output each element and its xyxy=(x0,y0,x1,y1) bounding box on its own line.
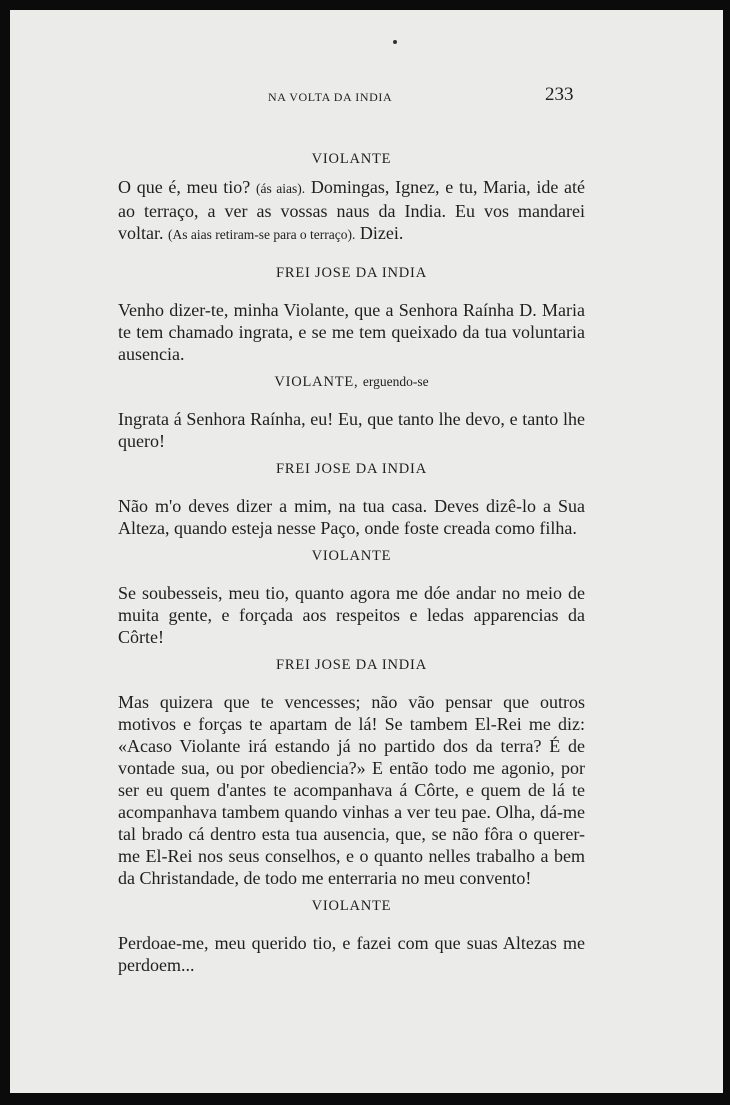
running-title: NA VOLTA DA INDIA xyxy=(268,90,393,104)
speaker-heading xyxy=(118,373,585,391)
print-speck xyxy=(393,40,397,44)
speaker-heading xyxy=(118,150,585,168)
speech-paragraph xyxy=(118,176,585,246)
stage-direction: (ás aias). xyxy=(255,181,306,196)
speaker-heading xyxy=(118,897,585,915)
speaker-heading xyxy=(118,547,585,565)
speech-paragraph: Não m'o deves dizer a mim, na tua casa. Deves dizê-lo a Sua Alteza, quando esteja nesse Paço, onde foste creada como filha. xyxy=(118,496,585,538)
speech-paragraph: Mas quizera que te vencesses; não vão pensar que outros motivos e forças te apartam de lá! Se tambem El-Rei me diz: «Acaso Violante irá estando já no partido dos da terra? É de vontade sua, ou por obediencia?» E então todo me agonio, por ser eu quem d'antes te acompanhava á Côrte, e quem de lá te acompanhava tambem quando vinhas a ver teu pae. Olha, dá-me tal brado cá dentro esta tua ausencia, que, se não fôra o querer-me El-Rei nos seus conselhos, e o quanto nelles trabalho a bem da Christandade, de todo me enterraria no meu convento! xyxy=(118,692,585,888)
stage-direction: erguendo-se xyxy=(362,374,429,389)
speaker-heading xyxy=(118,460,585,478)
play-text xyxy=(118,150,585,976)
speaker-name: VIOLANTE xyxy=(311,151,392,167)
stage-direction: (As aias retiram-se para o terraço). xyxy=(168,227,356,242)
speaker-heading xyxy=(118,656,585,674)
speaker-name: FREI JOSE DA INDIA xyxy=(276,657,427,673)
speaker-heading xyxy=(118,264,585,282)
speaker-name: FREI JOSE DA INDIA xyxy=(276,265,427,281)
speech-text: Domingas, Ignez, e tu, Maria, ide até ao terraço, a ver as vossas naus da India. Eu vos mandarei voltar. xyxy=(118,177,585,243)
speaker-name: VIOLANTE, xyxy=(274,374,359,390)
speech-text: O que é, meu tio? xyxy=(118,177,251,197)
speech-paragraph: Se soubesseis, meu tio, quanto agora me dóe andar no meio de muita gente, e forçada aos respeitos e ledas apparencias da Côrte! xyxy=(118,583,585,647)
speaker-name: VIOLANTE xyxy=(311,548,392,564)
speaker-name: VIOLANTE xyxy=(311,898,392,914)
book-page xyxy=(10,10,723,1093)
speech-paragraph: Ingrata á Senhora Raínha, eu! Eu, que tanto lhe devo, e tanto lhe quero! xyxy=(118,409,585,451)
page-number: 233 xyxy=(545,84,574,105)
speech-text: Dizei. xyxy=(359,223,404,243)
speaker-name: FREI JOSE DA INDIA xyxy=(276,461,427,477)
speech-paragraph: Venho dizer-te, minha Violante, que a Senhora Raínha D. Maria te tem chamado ingrata, e se me tem queixado da tua voluntaria ausencia. xyxy=(118,300,585,364)
speech-paragraph: Perdoae-me, meu querido tio, e fazei com que suas Altezas me perdoem... xyxy=(118,933,585,975)
